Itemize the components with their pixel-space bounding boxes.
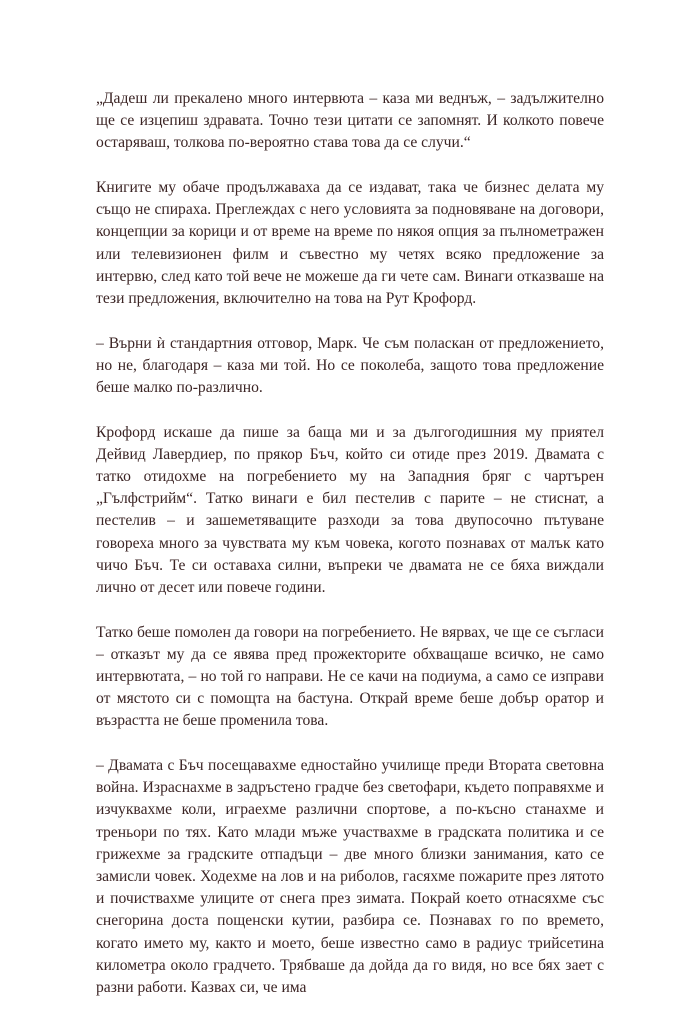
document-body bbox=[96, 88, 604, 1022]
paragraph-5: Татко беше помолен да говори на погребението. Не вярвах, че ще се съгласи – отказът му да се явява пред прожекторите обхващаше всичко, не само интервютата, – но той го направи. Не се качи на подиума, а само се изправи от мястото си с помощта на бастуна. Открай време беше добър оратор и възрастта не беше променила това. bbox=[96, 623, 604, 730]
paragraph-4: Крофорд искаше да пише за баща ми и за дългогодишния му приятел Дейвид Лавердиер, по прякор Бъч, който си отиде през 2019. Двамата с татко отидохме на погребението му на Западния бряг с чартърен „Гълфстрийм“. Татко винаги е бил пестелив с парите – не стиснат, а пестелив – и зашеметяващите разходи за това двупосочно пътуване говореха много за чувствата му към човека, когото познавах от малък като чичо Бъч. Те си оставаха силни, въпреки че двамата не се бяха виждали лично от десет или повече години. bbox=[96, 423, 604, 597]
paragraph-1: „Дадеш ли прекалено много интервюта – каза ми веднъж, – задължително ще се изцепиш здравата. Точно тези цитати се запомнят. И колкото повече остаряваш, толкова по-вероятно става това да се случи.“ bbox=[96, 90, 604, 152]
paragraph-2: Книгите му обаче продължаваха да се издават, така че бизнес делата му също не спираха. Преглеждах с него условията за подновяване на договори, концепции за корици и от време на време по някоя опция за пълнометражен или телевизионен филм и съвестно му четях всяко предложение за интервю, след като той вече не можеше да ги чете сам. Винаги отказваше на тези предложения, включително на това на Рут Крофорд. bbox=[96, 179, 604, 308]
paragraph-6: – Двамата с Бъч посещавахме едностайно училище преди Втората световна война. Израснахме в задръстено градче без светофари, където поправяхме и изчуквахме коли, играехме различни спортове, а по-късно станахме и треньори по тях. Като млади мъже участвахме в градската политика и се грижехме за градските отпадъци – две много близки занимания, като се замисли човек. Ходехме на лов и на риболов, гасяхме пожарите през лятото и почиствахме улиците от снега през зимата. Покрай което отнасяхме със снегорина доста пощенски кутии, разбира се. Познавах го по времето, когато името му, както и моето, беше известно само в радиус трийсетина километра около градчето. Трябваше да дойда да го видя, но все бях зает с разни работи. Казвах си, че има bbox=[96, 757, 604, 997]
paragraph-3: – Върни ѝ стандартния отговор, Марк. Че съм поласкан от предложението, но не, благодаря – каза ми той. Но се поколеба, защото това предложение беше малко по-различно. bbox=[96, 334, 604, 397]
